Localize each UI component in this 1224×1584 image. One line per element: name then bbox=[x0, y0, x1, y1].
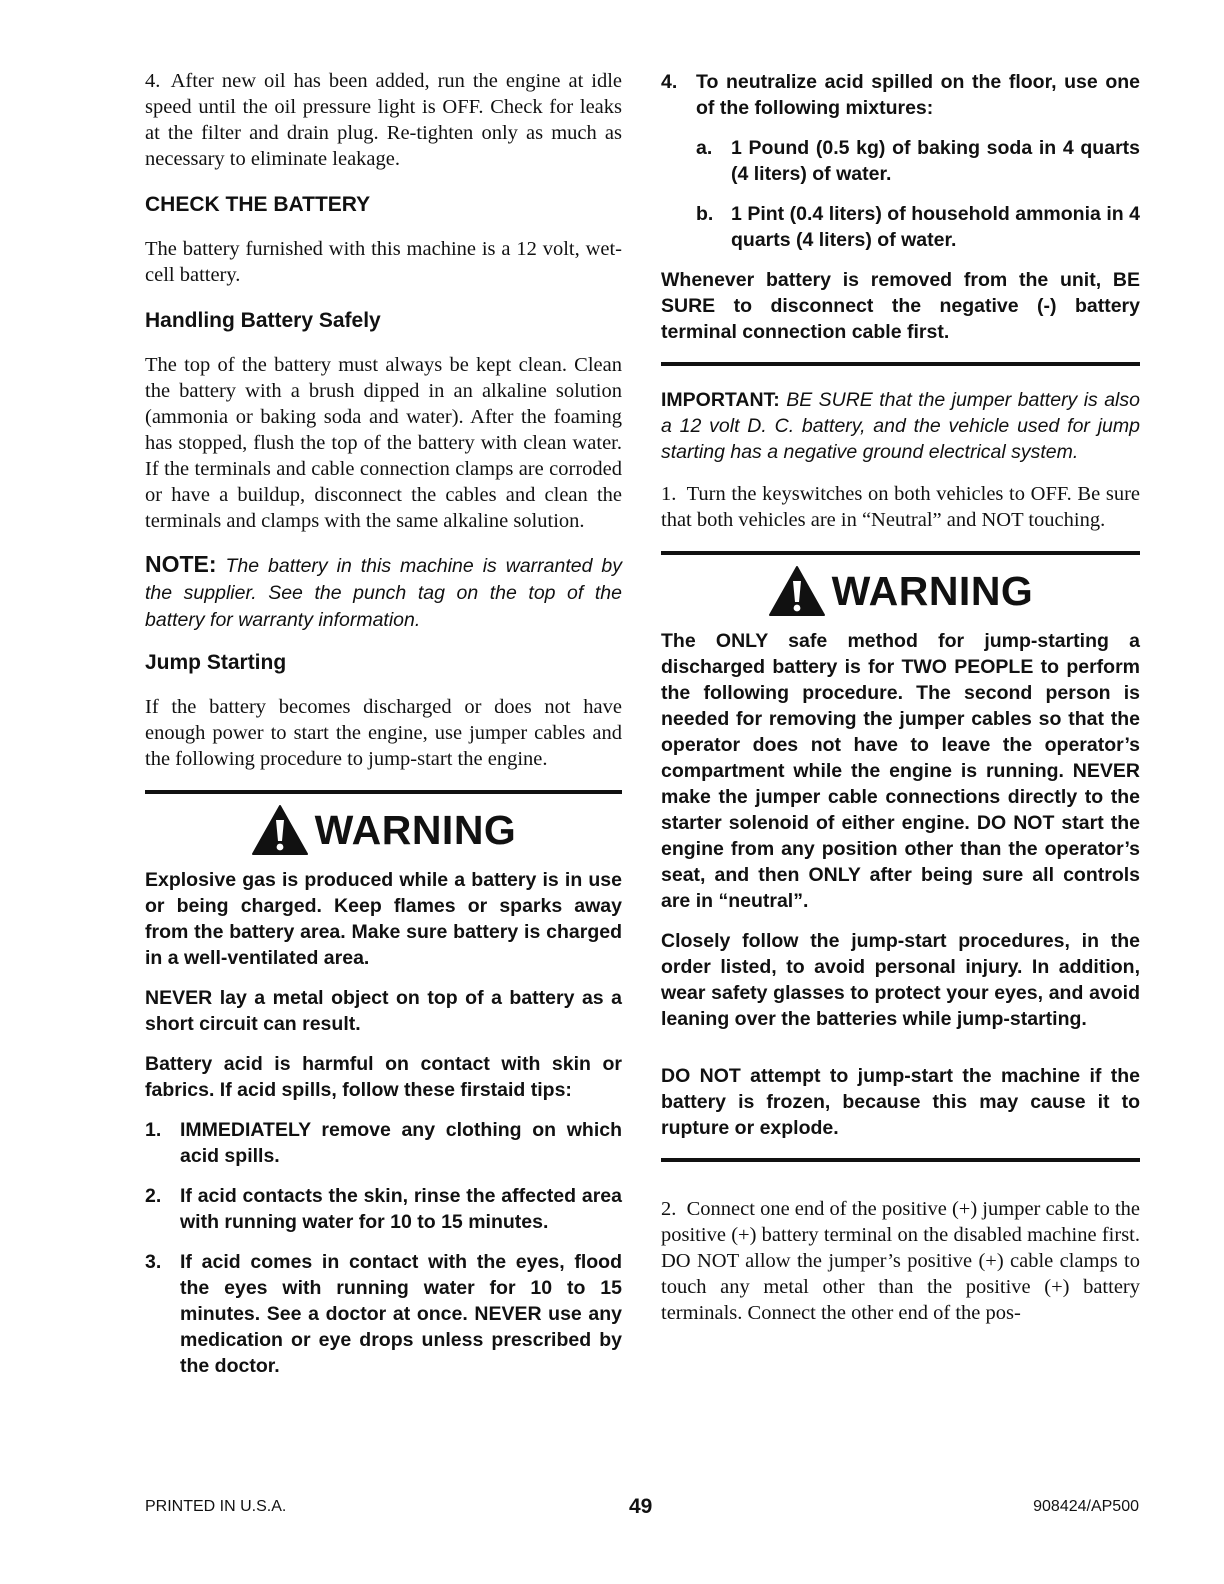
first-aid-tip bbox=[661, 69, 1140, 121]
warning-explosive-gas: Explosive gas is produced while a battery is in use or being charged. Keep flames or sparks away from the battery area. Make sure battery is charged in a well-ventilated area. bbox=[145, 869, 622, 969]
heading-check-battery: CHECK THE BATTERY bbox=[145, 193, 371, 216]
mixture-text: 1 Pound (0.5 kg) of baking soda in 4 quarts (4 liters) of water. bbox=[731, 137, 1140, 185]
first-aid-tip bbox=[145, 1249, 622, 1379]
warning-bottom-rule bbox=[661, 1158, 1140, 1162]
jump-step-2: 2. Connect one end of the positive (+) jumper cable to the positive (+) battery terminal on the disabled machine first. DO NOT allow the jumper’s positive (+) cable clamps to touch any metal other than the positive (+) battery terminals. Connect the other end of the pos- bbox=[661, 1198, 1140, 1324]
jump-text: If the battery becomes discharged or does not have enough power to start the engine, use jumper cables and the following procedure to jump-start the engine. bbox=[145, 696, 622, 770]
warning-title: WARNING bbox=[314, 807, 517, 853]
first-aid-tip bbox=[145, 1183, 622, 1235]
footer-printed: PRINTED IN U.S.A. bbox=[145, 1498, 287, 1515]
tip-text: If acid comes in contact with the eyes, flood the eyes with running water for 10 to 15 minutes. See a doctor at once. NEVER use any medication or eye drops unless prescribed by the doctor. bbox=[180, 1251, 622, 1377]
mixture-text: 1 Pint (0.4 liters) of household ammonia in 4 quarts (4 liters) of water. bbox=[731, 203, 1140, 251]
warning-title: WARNING bbox=[831, 568, 1034, 614]
warning-battery-acid: Battery acid is harmful on contact with skin or fabrics. If acid spills, follow these firstaid tips: bbox=[145, 1053, 622, 1101]
note-text: The battery in this machine is warranted by the supplier. See the punch tag on the top of the battery for warranty information. bbox=[145, 555, 622, 631]
warning-top-rule bbox=[145, 790, 622, 794]
battery-note bbox=[145, 551, 622, 634]
warning-header bbox=[661, 565, 1140, 617]
warning-triangle-icon bbox=[768, 565, 826, 617]
mixture-letter: a. bbox=[696, 137, 713, 159]
battery-removal-text: Whenever battery is removed from the unit, BE SURE to disconnect the negative (-) battery terminal connection cable first. bbox=[661, 269, 1140, 343]
tip-number: 3. bbox=[145, 1251, 162, 1273]
important-note bbox=[661, 387, 1140, 465]
battery-intro: The battery furnished with this machine is a 12 volt, wet-cell battery. bbox=[145, 238, 622, 286]
tip-number: 2. bbox=[145, 1185, 162, 1207]
tip-number: 4. bbox=[661, 71, 678, 93]
heading-handling-battery: Handling Battery Safely bbox=[145, 309, 381, 332]
warning-metal-object: NEVER lay a metal object on top of a battery as a short circuit can result. bbox=[145, 987, 622, 1035]
warning-frozen-battery: DO NOT attempt to jump-start the machine if the battery is frozen, because this may cause it to rupture or explode. bbox=[661, 1065, 1140, 1139]
warning-header bbox=[145, 804, 622, 856]
warning-two-people: The ONLY safe method for jump-starting a discharged battery is for TWO PEOPLE to perform the following procedure. The second person is needed for removing the jumper cables so that the operator does not have to leave the operator’s compartment while the engine is running. NEVER make the jumper cable connections directly to the starter solenoid of either engine. DO NOT start the engine from any position other than the operator’s seat, and then ONLY after being sure all controls are in “neutral”. bbox=[661, 630, 1140, 912]
important-label: IMPORTANT: bbox=[661, 389, 780, 411]
jump-step-1: 1. Turn the keyswitches on both vehicles to OFF. Be sure that both vehicles are in “Neutral” and NOT touching. bbox=[661, 483, 1140, 531]
warning-follow-procedure: Closely follow the jump-start procedures, in the order listed, to avoid personal injury. In addition, wear safety glasses to protect your eyes, and avoid leaning over the batteries while jump-starting. bbox=[661, 930, 1140, 1030]
page-number: 49 bbox=[629, 1495, 653, 1518]
mixture-item bbox=[661, 201, 1140, 253]
tip-text: IMMEDIATELY remove any clothing on which acid spills. bbox=[180, 1119, 622, 1167]
tip-text: If acid contacts the skin, rinse the affected area with running water for 10 to 15 minutes. bbox=[180, 1185, 622, 1233]
note-label: NOTE: bbox=[145, 551, 217, 577]
tip-number: 1. bbox=[145, 1119, 162, 1141]
warning-triangle-icon bbox=[251, 804, 309, 856]
mixture-letter: b. bbox=[696, 203, 714, 225]
first-aid-tip bbox=[145, 1117, 622, 1169]
document-id: 908424/AP500 bbox=[1033, 1498, 1139, 1515]
mixture-item bbox=[661, 135, 1140, 187]
oil-step-4: 4. After new oil has been added, run the engine at idle speed until the oil pressure light is OFF. Check for leaks at the filter and drain plug. Re-tighten only as much as necessary to eliminate leakage. bbox=[145, 70, 622, 170]
important-text: BE SURE that the jumper battery is also a 12 volt D. C. battery, and the vehicle used for jump starting has a negative ground electrical system. bbox=[661, 389, 1140, 463]
right-column bbox=[661, 66, 1140, 1326]
section-rule bbox=[661, 362, 1140, 366]
warning-top-rule bbox=[661, 551, 1140, 555]
tip-text: To neutralize acid spilled on the floor, use one of the following mixtures: bbox=[696, 71, 1140, 119]
heading-jump-starting: Jump Starting bbox=[145, 651, 287, 674]
handling-text: The top of the battery must always be kept clean. Clean the battery with a brush dipped in an alkaline solution (ammonia or baking soda and water). After the foaming has stopped, flush the top of the battery with clean water. If the terminals and cable connection clamps are corroded or have a buildup, disconnect the cables and clean the terminals and clamps with the same alkaline solution. bbox=[145, 354, 622, 532]
left-column bbox=[145, 66, 622, 1379]
